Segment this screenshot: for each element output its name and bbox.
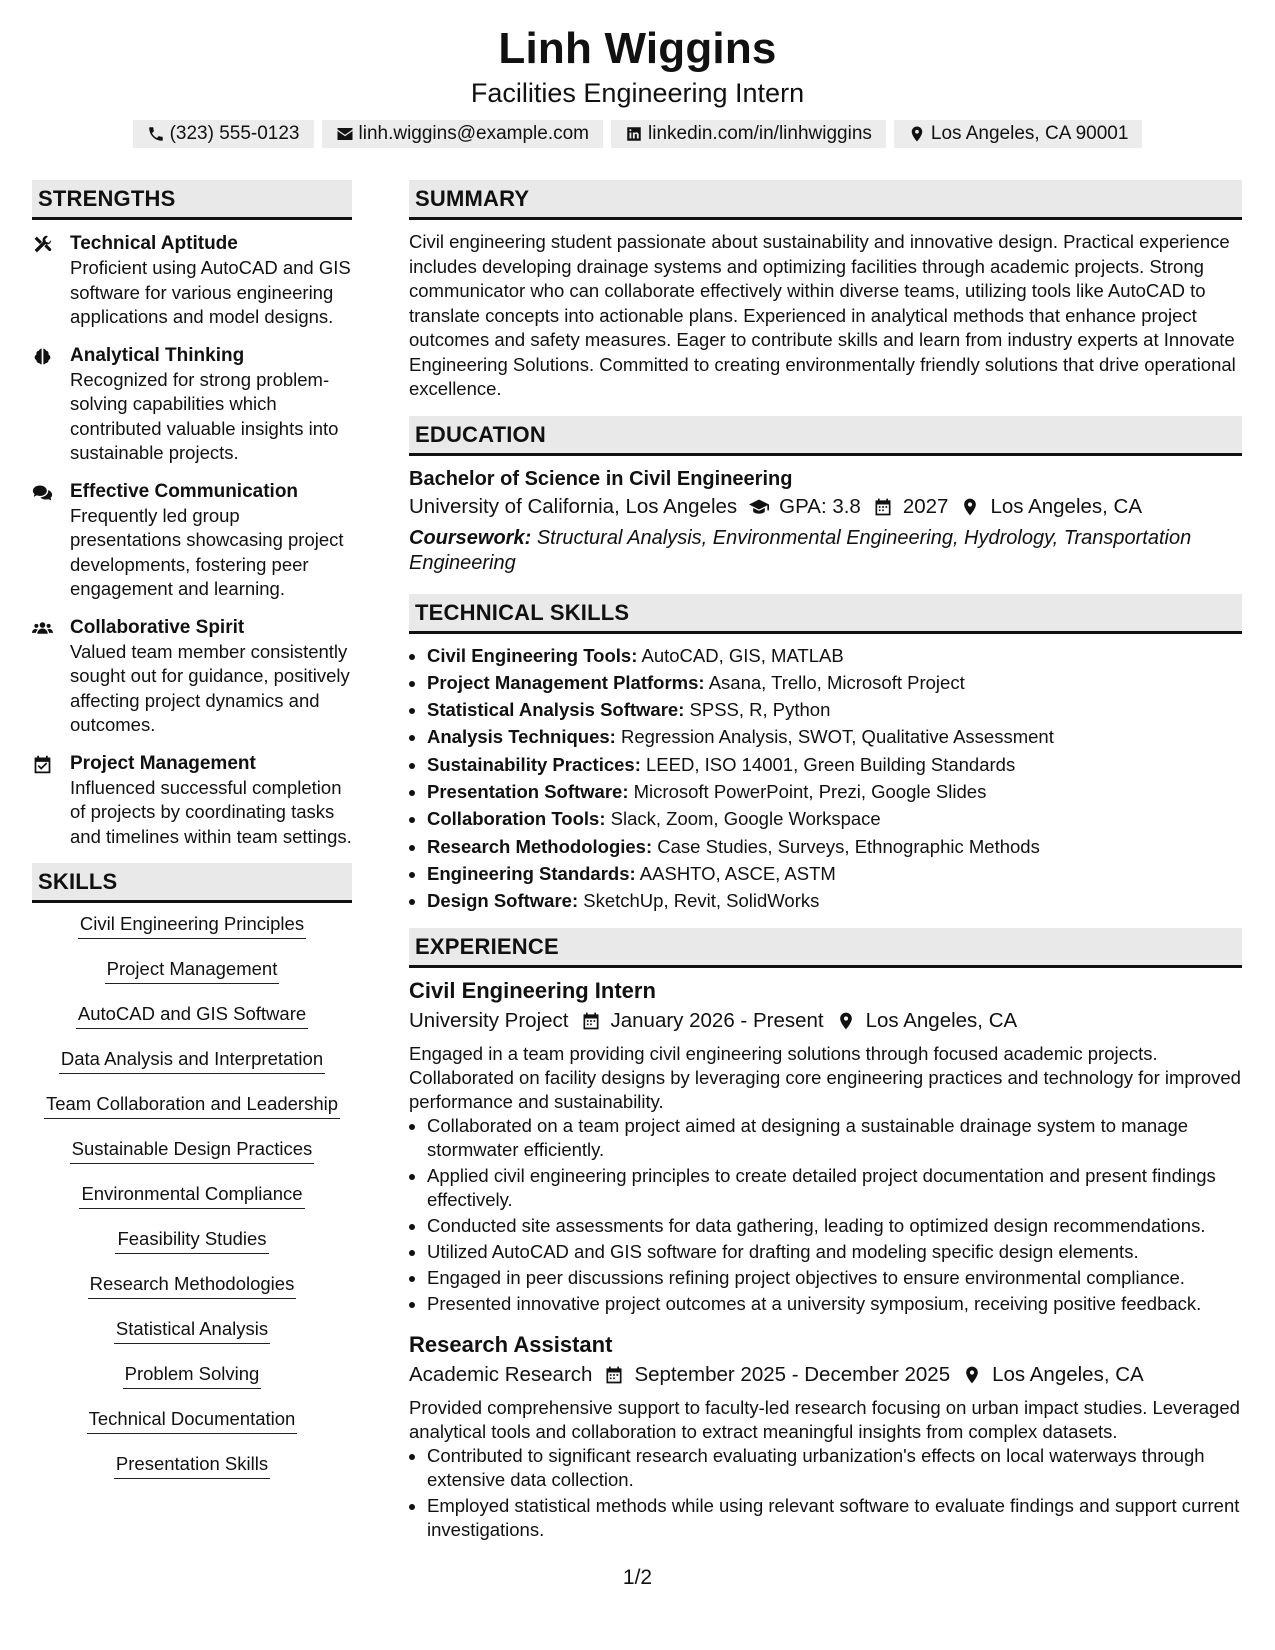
tech-skill-value: AASHTO, ASCE, ASTM: [639, 862, 836, 884]
school-name: University of California, Los Angeles: [409, 494, 738, 518]
job-bullets: [409, 1114, 1242, 1316]
job-location: Los Angeles, CA: [992, 1363, 1144, 1387]
job-org: Academic Research: [409, 1363, 593, 1387]
email-text: linh.wiggins@example.com: [358, 123, 589, 144]
location-text: Los Angeles, CA 90001: [930, 123, 1129, 144]
strength-item: [32, 616, 352, 738]
job-meta: [409, 1360, 1242, 1390]
job-org: University Project: [409, 1009, 569, 1033]
left-column: [32, 180, 352, 1496]
strength-item: [32, 480, 352, 602]
calendar-icon: [604, 1365, 624, 1385]
technical-skills-heading: TECHNICAL SKILLS: [409, 594, 1242, 634]
school-location: Los Angeles, CA: [990, 494, 1143, 518]
right-column: [409, 180, 1242, 1544]
experience-heading: EXPERIENCE: [409, 928, 1242, 968]
brain-icon: [32, 346, 53, 367]
map-marker-icon: [960, 497, 980, 517]
strengths-list: [32, 232, 352, 849]
tech-skill-item: [427, 805, 1242, 832]
strength-item: [32, 344, 352, 466]
skill-tag: Sustainable Design Practices: [70, 1136, 315, 1164]
comments-icon: [32, 482, 53, 503]
strength-desc: Valued team member consistently sought out for guidance, positively affecting project dynamics and outcomes.: [70, 640, 350, 735]
skill-tag: Research Methodologies: [88, 1271, 297, 1299]
strength-desc: Frequently led group presentations showcasing project developments, fostering peer engagement and learning.: [70, 504, 344, 599]
skill-tag: Project Management: [105, 956, 280, 984]
tech-skill-item: [427, 723, 1242, 750]
coursework-label: Coursework:: [409, 526, 532, 549]
job-bullet: • Utilized AutoCAD and GIS software for drafting and modeling specific design elements.: [427, 1240, 1242, 1264]
job-bullets: [409, 1444, 1242, 1542]
tech-skill-item: [427, 887, 1242, 914]
contact-linkedin[interactable]: [611, 120, 886, 148]
tech-skill-value: LEED, ISO 14001, Green Building Standards: [646, 753, 1016, 775]
tech-skill-value: Regression Analysis, SWOT, Qualitative Assessment: [620, 726, 1054, 748]
tech-skill-value: SPSS, R, Python: [689, 699, 831, 721]
tech-skill-item: [427, 778, 1242, 805]
contact-bar: [0, 120, 1275, 148]
linkedin-text: linkedin.com/in/linhwiggins: [648, 123, 872, 144]
job-bullet: • Conducted site assessments for data gathering, leading to optimized design recommendations.: [427, 1214, 1242, 1238]
strength-title: Effective Communication: [70, 480, 299, 502]
tech-skill-value: Microsoft PowerPoint, Prezi, Google Slides: [633, 780, 987, 802]
calendar-check-icon: [32, 754, 53, 775]
map-marker-icon: [962, 1365, 982, 1385]
strength-title: Technical Aptitude: [70, 233, 238, 254]
tech-skill-label: Analysis Techniques:: [427, 726, 616, 748]
strength-desc: Recognized for strong problem-solving capabilities which contributed valuable insights into sustainable projects.: [70, 368, 339, 463]
skill-tag: Environmental Compliance: [79, 1181, 304, 1209]
coursework: [409, 526, 1242, 576]
job-dates: September 2025 - December 2025: [634, 1363, 951, 1387]
tech-skill-value: Asana, Trello, Microsoft Project: [708, 671, 965, 693]
job-bullet: • Contributed to significant research evaluating urbanization's effects on local waterways through extensive data collection.: [427, 1444, 1242, 1492]
graduation-cap-icon: [749, 497, 769, 517]
tech-skill-label: Collaboration Tools:: [427, 808, 606, 830]
skills-list: [32, 903, 352, 1496]
job-role: Civil Engineering Intern: [409, 978, 656, 1004]
job-bullet: • Engaged in peer discussions refining project objectives to ensure environmental compliance.: [427, 1266, 1242, 1290]
tech-skill-item: [427, 642, 1242, 669]
degree-title: Bachelor of Science in Civil Engineering: [409, 467, 793, 490]
education-heading: EDUCATION: [409, 416, 1242, 456]
tech-skill-item: [427, 696, 1242, 723]
contact-phone[interactable]: [133, 120, 314, 148]
tech-skill-label: Statistical Analysis Software:: [427, 699, 685, 721]
education-meta: [409, 492, 1242, 522]
job-bullet: • Employed statistical methods while using relevant software to evaluate findings and support current investigations.: [427, 1494, 1242, 1542]
skill-tag: Presentation Skills: [114, 1451, 270, 1479]
tech-skill-item: [427, 833, 1242, 860]
tech-skill-value: SketchUp, Revit, SolidWorks: [583, 890, 820, 912]
tech-skill-item: [427, 669, 1242, 696]
linkedin-icon: [625, 125, 643, 143]
job-description: Provided comprehensive support to faculty-led research focusing on urban impact studies. Leveraged analytical tools and collaboration to extract meaningful insights from complex datasets.: [409, 1397, 1240, 1443]
tech-skill-item: [427, 860, 1242, 887]
users-icon: [32, 618, 53, 639]
job-dates: January 2026 - Present: [610, 1009, 824, 1033]
tools-icon: [32, 234, 53, 255]
skills-heading: SKILLS: [32, 863, 352, 903]
strength-item: [32, 232, 352, 330]
strengths-heading: STRENGTHS: [32, 180, 352, 220]
coursework-list: Structural Analysis, Environmental Engineering, Hydrology, Transportation Engineering: [409, 526, 1192, 574]
tech-skill-label: Sustainability Practices:: [427, 753, 641, 775]
envelope-icon: [336, 125, 354, 143]
phone-icon: [147, 125, 165, 143]
contact-location: [894, 120, 1143, 148]
strength-title: Collaborative Spirit: [70, 616, 245, 638]
tech-skill-value: AutoCAD, GIS, MATLAB: [641, 644, 844, 666]
tech-skill-label: Civil Engineering Tools:: [427, 644, 638, 666]
tech-skill-label: Design Software:: [427, 890, 579, 912]
candidate-name: Linh Wiggins: [498, 24, 777, 73]
skill-tag: Statistical Analysis: [114, 1316, 270, 1344]
page-number: 1/2: [622, 1566, 653, 1589]
skill-tag: Civil Engineering Principles: [78, 911, 306, 939]
job-description: Engaged in a team providing civil engineering solutions through focused academic projects. Collaborated on facility designs by leveraging core engineering practices and technology for improved performance and sustainability.: [409, 1043, 1241, 1113]
job-role: Research Assistant: [409, 1332, 613, 1358]
job-bullet: • Collaborated on a team project aimed at designing a sustainable drainage system to manage stormwater efficiently.: [427, 1114, 1242, 1162]
tech-skill-label: Presentation Software:: [427, 780, 629, 802]
map-marker-icon: [908, 125, 926, 143]
phone-text: (323) 555-0123: [169, 123, 300, 144]
technical-skills-list: [409, 642, 1242, 915]
skill-tag: Problem Solving: [123, 1361, 262, 1389]
skill-tag: Feasibility Studies: [115, 1226, 268, 1254]
tech-skill-item: [427, 751, 1242, 778]
skills-section: [32, 863, 352, 1496]
calendar-icon: [873, 497, 893, 517]
job-meta: [409, 1006, 1242, 1036]
skill-tag: Technical Documentation: [87, 1406, 298, 1434]
tech-skill-label: Engineering Standards:: [427, 862, 636, 884]
strength-desc: Proficient using AutoCAD and GIS software for various engineering applications and model designs.: [70, 257, 351, 327]
strength-title: Project Management: [70, 752, 256, 774]
skill-tag: AutoCAD and GIS Software: [76, 1001, 308, 1029]
experience-entry: [409, 976, 1242, 1316]
tech-skill-value: Slack, Zoom, Google Workspace: [610, 808, 881, 830]
strength-desc: Influenced successful completion of projects by coordinating tasks and timelines within team settings.: [70, 776, 352, 847]
summary-text: Civil engineering student passionate about sustainability and innovative design. Practical experience includes developing drainage systems and optimizing facilities through academic projects. Strong communicator who can collaborate effectively within diverse teams, utilizing tools like AutoCAD to translate concepts into actionable plans. Experienced in analytical methods that enhance project outcomes and safety measures. Eager to contribute skills and learn from industry experts at Innovate Engineering Solutions. Committed to creating environmentally friendly solutions that drive operational excellence.: [409, 231, 1236, 399]
tech-skill-label: Project Management Platforms:: [427, 671, 705, 693]
strength-item: [32, 752, 352, 850]
tech-skill-value: Case Studies, Surveys, Ethnographic Methods: [657, 835, 1040, 857]
tech-skill-label: Research Methodologies:: [427, 835, 653, 857]
map-marker-icon: [836, 1011, 856, 1031]
calendar-icon: [581, 1011, 601, 1031]
job-title: Facilities Engineering Intern: [470, 78, 805, 108]
skill-tag: Data Analysis and Interpretation: [59, 1046, 325, 1074]
contact-email[interactable]: [322, 120, 604, 148]
summary-heading: SUMMARY: [409, 180, 1242, 220]
grad-year: 2027: [902, 494, 949, 518]
job-bullet: • Applied civil engineering principles to create detailed project documentation and present findings effectively.: [427, 1164, 1242, 1212]
job-location: Los Angeles, CA: [865, 1009, 1018, 1033]
resume-header: [0, 22, 1275, 148]
strength-title: Analytical Thinking: [70, 344, 245, 366]
skill-tag: Team Collaboration and Leadership: [44, 1091, 340, 1119]
job-bullet: • Presented innovative project outcomes at a university symposium, receiving positive feedback.: [427, 1292, 1242, 1316]
experience-entry: [409, 1330, 1242, 1542]
gpa: GPA: 3.8: [779, 494, 861, 518]
